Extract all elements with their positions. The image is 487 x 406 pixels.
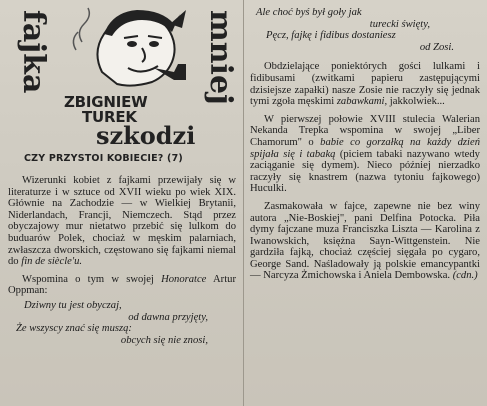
header-word-mniej: mniej	[203, 10, 238, 105]
left-paragraph-1	[8, 175, 236, 268]
right-p2-end: (piciem tabaki nazywano wtedy zaciąganie się dymem). Nieco później nierzadko raczyły się knastrem (nazwa tytoniu fajkowego) Huculki.	[250, 148, 480, 195]
section-heading: CZY PRZYSTOI KOBIECIE? (7)	[24, 153, 183, 164]
right-p3-end: (cdn.)	[452, 270, 478, 282]
right-p1-text: Obdzielające poniektórych gości lulkami i fidibusami (zwitkami papieru zastępującymi dzisiejsze zapałki) nasze Zosie nie raczyły się jednak tymi zgoła męskimi	[250, 61, 480, 108]
author-last-name: TUREK	[82, 108, 137, 126]
left-p2-italic: Honoratce	[161, 273, 207, 285]
right-verse-3: Pęcz, fajkę i fidibus dostaniesz	[266, 30, 396, 42]
pipe-smoker-caricature-icon	[62, 2, 202, 94]
right-p3-text: Zasmakowała w fajce, zapewne nie bez winy autora „Nie-Boskiej", pani Delfina Potocka. Piła dymy fajczane muza Franciszka Liszta — Karolina z Iwanowskich, księżna Sayn-Wittgenstein. Nie gardziła fajką, chociaż częściej sięgała po cygaro, George Sand. Naśladowały ją polskie emancypantki — Narcyza Żmichowska i Aniela Dembowska.	[250, 200, 480, 282]
left-paragraph-2	[8, 274, 236, 297]
right-verse-2: turecki święty,	[369, 18, 430, 30]
right-p2-italic: babie co gorzałką na każdy dzień spijała się i tabaką	[250, 136, 480, 160]
header-word-szkodzi: szkodzi	[96, 121, 196, 150]
left-p1-text: Wizerunki kobiet z fajkami przewijały się w literaturze i w sztuce od XVII wieku po wiek XIX. Głównie na Zachodzie — w Wielkiej Brytanii, Niderlandach, Francji, Niemczech. Stąd przez obyczajowy mur nietatwo przebić się lulkom do buduarów Polek, chociaż w męskim palarniach, zwłaszcza dworskich, częstowano się fajkami niemal do	[8, 175, 236, 268]
left-p2-text-a: Wspomina o tym w swojej	[22, 273, 154, 285]
right-paragraph-2	[250, 114, 480, 195]
right-verse-4: od Zosi.	[419, 41, 454, 53]
left-verse-1: Dziwny tu jest obyczaj,	[24, 299, 122, 311]
left-p1-italic: fin de siècle'u.	[21, 256, 83, 268]
right-p1-end: jakkolwiek...	[389, 96, 445, 108]
right-column	[250, 7, 480, 288]
left-column	[8, 175, 236, 346]
header-word-fajka: fajka	[16, 10, 51, 94]
left-verse-2: od dawna przyjęty,	[128, 311, 208, 323]
right-p2-text: W pierwszej połowie XVIII stulecia Walerian Nekanda Trepka wspomina w swojej „Liber Chamorum" o	[250, 113, 480, 148]
left-verse-4: obcych się nie znosi,	[120, 334, 208, 346]
left-verse-3: Że wszyscy znać się muszą:	[16, 323, 132, 335]
author-first-name: ZBIGNIEW	[64, 93, 148, 111]
right-paragraph-3	[250, 201, 480, 282]
column-divider	[243, 0, 244, 406]
right-paragraph-1	[250, 61, 480, 107]
right-verse-1: Ale choć byś był goły jak	[256, 7, 362, 18]
column-header	[0, 0, 245, 152]
right-p1-italic: zabawkami,	[336, 96, 388, 108]
left-p2-text-b: Artur Oppman:	[8, 273, 236, 297]
